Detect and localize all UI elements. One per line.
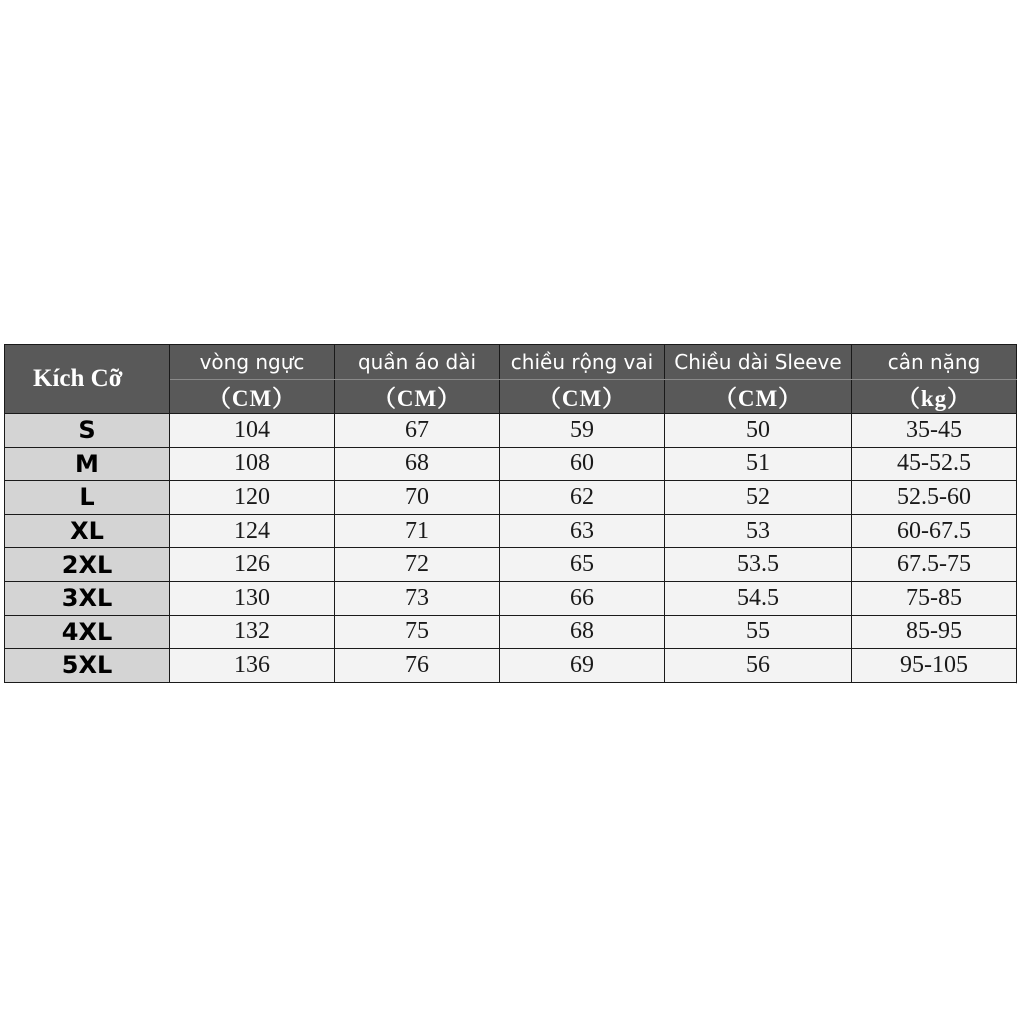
weight-cell: 95-105: [852, 649, 1017, 683]
table-row: [5, 481, 1017, 515]
weight-cell: 60-67.5: [852, 514, 1017, 548]
weight-cell: 35-45: [852, 414, 1017, 448]
size-cell: M: [5, 447, 170, 481]
header-row-names: [5, 345, 1017, 380]
size-cell: 4XL: [5, 615, 170, 649]
length-cell: 76: [335, 649, 500, 683]
chest-cell: 120: [170, 481, 335, 515]
size-cell: L: [5, 481, 170, 515]
length-cell: 70: [335, 481, 500, 515]
shoulder-cell: 60: [500, 447, 665, 481]
size-cell: 5XL: [5, 649, 170, 683]
length-unit: （CM）: [335, 380, 500, 414]
weight-cell: 45-52.5: [852, 447, 1017, 481]
length-cell: 75: [335, 615, 500, 649]
size-column-header: Kích Cỡ: [5, 345, 170, 414]
shoulder-cell: 62: [500, 481, 665, 515]
shoulder-cell: 65: [500, 548, 665, 582]
shoulder-column-header: chiều rộng vai: [500, 345, 665, 380]
table-row: [5, 414, 1017, 448]
table-row: [5, 649, 1017, 683]
sleeve-cell: 53.5: [665, 548, 852, 582]
table-row: [5, 548, 1017, 582]
shoulder-unit: （CM）: [500, 380, 665, 414]
sleeve-cell: 56: [665, 649, 852, 683]
sleeve-cell: 50: [665, 414, 852, 448]
size-chart-table: [4, 344, 1017, 683]
chest-cell: 104: [170, 414, 335, 448]
length-cell: 73: [335, 581, 500, 615]
chest-cell: 132: [170, 615, 335, 649]
sleeve-cell: 51: [665, 447, 852, 481]
length-cell: 67: [335, 414, 500, 448]
size-cell: 3XL: [5, 581, 170, 615]
table-edge-line: [1016, 344, 1024, 684]
length-cell: 71: [335, 514, 500, 548]
sleeve-cell: 54.5: [665, 581, 852, 615]
chest-cell: 130: [170, 581, 335, 615]
table-row: [5, 581, 1017, 615]
table-row: [5, 615, 1017, 649]
chest-unit: （CM）: [170, 380, 335, 414]
chest-cell: 126: [170, 548, 335, 582]
shoulder-cell: 69: [500, 649, 665, 683]
table-row: [5, 514, 1017, 548]
chest-column-header: vòng ngực: [170, 345, 335, 380]
size-cell: XL: [5, 514, 170, 548]
size-cell: 2XL: [5, 548, 170, 582]
shoulder-cell: 66: [500, 581, 665, 615]
weight-cell: 75-85: [852, 581, 1017, 615]
weight-cell: 52.5-60: [852, 481, 1017, 515]
length-column-header: quần áo dài: [335, 345, 500, 380]
weight-unit: （kg）: [852, 380, 1017, 414]
weight-cell: 67.5-75: [852, 548, 1017, 582]
shoulder-cell: 63: [500, 514, 665, 548]
length-cell: 72: [335, 548, 500, 582]
shoulder-cell: 68: [500, 615, 665, 649]
weight-cell: 85-95: [852, 615, 1017, 649]
sleeve-unit: （CM）: [665, 380, 852, 414]
shoulder-cell: 59: [500, 414, 665, 448]
chest-cell: 124: [170, 514, 335, 548]
length-cell: 68: [335, 447, 500, 481]
sleeve-cell: 55: [665, 615, 852, 649]
chest-cell: 108: [170, 447, 335, 481]
table-row: [5, 447, 1017, 481]
size-cell: S: [5, 414, 170, 448]
weight-column-header: cân nặng: [852, 345, 1017, 380]
sleeve-cell: 53: [665, 514, 852, 548]
chest-cell: 136: [170, 649, 335, 683]
sleeve-cell: 52: [665, 481, 852, 515]
sleeve-column-header: Chiều dài Sleeve: [665, 345, 852, 380]
